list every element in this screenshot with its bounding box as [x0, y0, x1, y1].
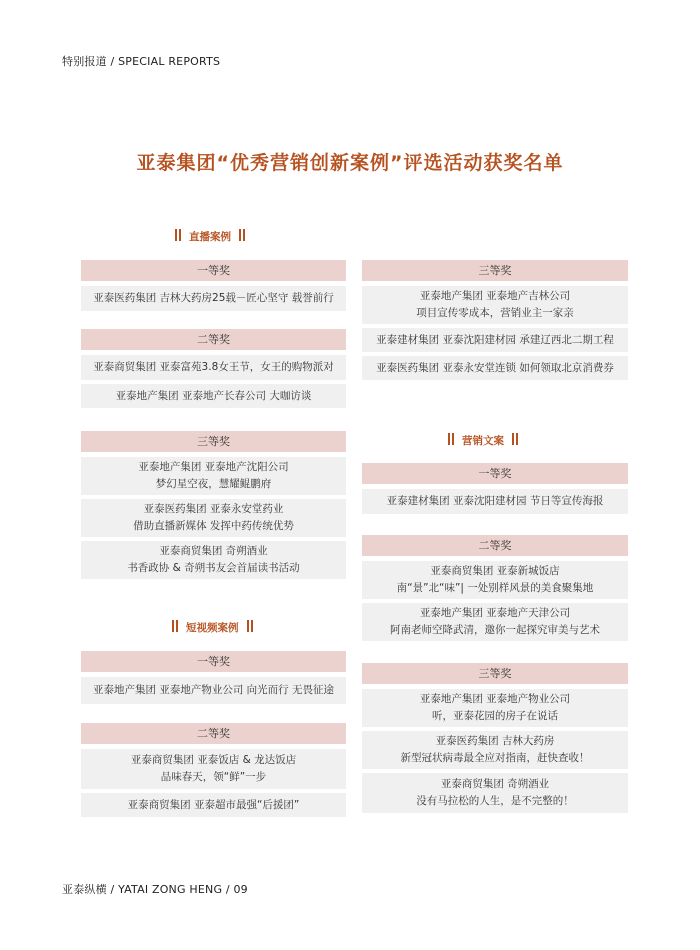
live-third-item-3: 亚泰商贸集团 奇朔酒业 书香政协 & 奇朔书友会首届读书活动	[81, 541, 346, 579]
section-live-header	[174, 229, 246, 245]
section-video-header	[171, 620, 254, 636]
live-third-item-2: 亚泰医药集团 亚泰永安堂药业 借助直播新媒体 发挥中药传统优势	[81, 499, 346, 537]
copy-second-item-2: 亚泰地产集团 亚泰地产天津公司 阿南老师空降武清，邀你一起探究审美与艺术	[362, 603, 628, 641]
video-second-item-2: 亚泰商贸集团 亚泰超市最强“后援团”	[81, 793, 346, 817]
live-third-prize-band: 三等奖	[81, 431, 346, 452]
right-third-item-3: 亚泰医药集团 亚泰永安堂连锁 如何领取北京消费券	[362, 356, 628, 380]
video-first-item: 亚泰地产集团 亚泰地产物业公司 向光而行 无畏征途	[81, 677, 346, 704]
copy-third-prize-band: 三等奖	[362, 663, 628, 684]
live-first-prize-band: 一等奖	[81, 260, 346, 281]
video-second-item-1: 亚泰商贸集团 亚泰饭店 & 龙达饭店 品味春天，领“鲜”一步	[81, 749, 346, 789]
live-third-item-1: 亚泰地产集团 亚泰地产沈阳公司 梦幻星空夜，慧耀鲲鹏府	[81, 457, 346, 495]
copy-third-item-3: 亚泰商贸集团 奇朔酒业 没有马拉松的人生，是不完整的！	[362, 773, 628, 813]
page-header: 特别报道 / SPECIAL REPORTS	[62, 55, 221, 68]
copy-first-item: 亚泰建材集团 亚泰沈阳建材园 节日等宣传海报	[362, 489, 628, 514]
right-third-prize-band: 三等奖	[362, 260, 628, 281]
page-title: 亚泰集团“优秀营销创新案例”评选活动获奖名单	[136, 152, 564, 174]
live-second-item-2: 亚泰地产集团 亚泰地产长春公司 大咖访谈	[81, 384, 346, 408]
live-second-item-1: 亚泰商贸集团 亚泰富苑3.8女王节，女王的购物派对	[81, 355, 346, 380]
video-first-prize-band: 一等奖	[81, 651, 346, 672]
section-copy-header	[447, 433, 519, 449]
live-second-prize-band: 二等奖	[81, 329, 346, 350]
section-video-label: 短视频案例	[186, 622, 239, 634]
copy-third-item-1: 亚泰地产集团 亚泰地产物业公司 听，亚泰花园的房子在说话	[362, 689, 628, 727]
copy-second-item-1: 亚泰商贸集团 亚泰新城饭店 南“景”北“味”| 一处别样风景的美食聚集地	[362, 561, 628, 599]
copy-first-prize-band: 一等奖	[362, 463, 628, 484]
live-first-item: 亚泰医药集团 吉林大药房25载－匠心坚守 载誉前行	[81, 286, 346, 311]
right-third-item-2: 亚泰建材集团 亚泰沈阳建材园 承建辽西北二期工程	[362, 328, 628, 352]
copy-third-item-2: 亚泰医药集团 吉林大药房 新型冠状病毒最全应对指南，赶快查收！	[362, 731, 628, 769]
page-footer: 亚泰纵横 / YATAI ZONG HENG / 09	[62, 883, 248, 896]
right-third-item-1: 亚泰地产集团 亚泰地产吉林公司 项目宣传零成本，营销业主一家亲	[362, 286, 628, 324]
section-copy-label: 营销文案	[462, 435, 504, 447]
video-second-prize-band: 二等奖	[81, 723, 346, 744]
copy-second-prize-band: 二等奖	[362, 535, 628, 556]
section-live-label: 直播案例	[189, 231, 231, 243]
